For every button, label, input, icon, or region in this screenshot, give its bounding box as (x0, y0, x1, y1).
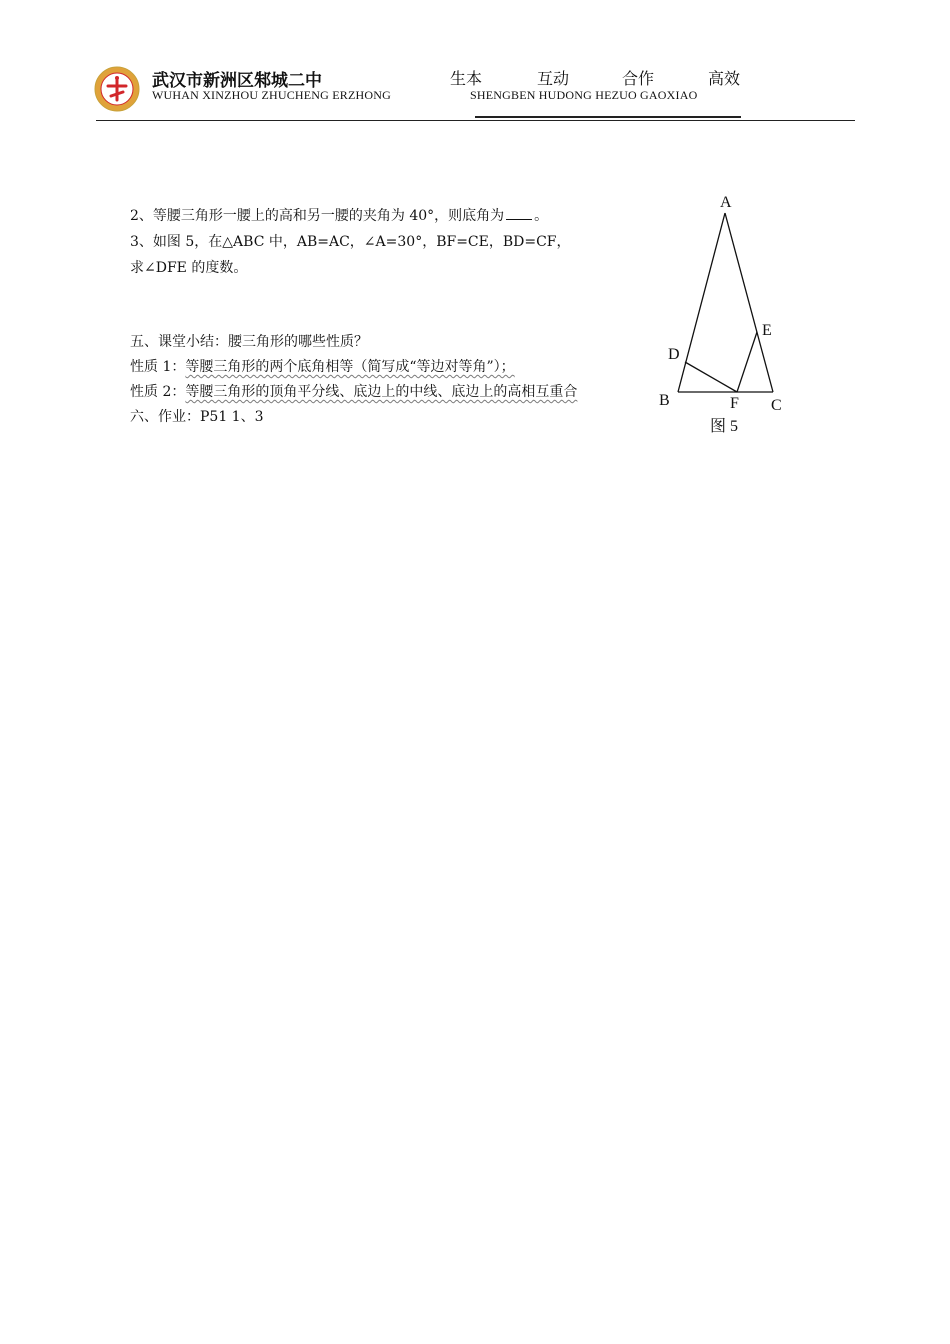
header-rule (96, 120, 855, 121)
segment-df (685, 362, 737, 392)
property-1 (130, 356, 515, 376)
motto-en: SHENGBEN HUDONG HEZUO GAOXIAO (470, 88, 698, 102)
triangle-figure (650, 185, 800, 445)
question-2 (130, 205, 548, 225)
segment-ab (678, 213, 725, 392)
header-accent-rule (475, 116, 741, 118)
school-name-en: WUHAN XINZHOU ZHUCHENG ERZHONG (152, 88, 391, 102)
property-2-label: 性质 2： (130, 384, 186, 400)
point-label-e: E (762, 322, 772, 339)
point-label-f: F (730, 395, 739, 412)
question-2-end: 。 (534, 208, 549, 224)
segment-ef (737, 332, 757, 392)
point-label-a: A (720, 194, 732, 211)
question-2-text: 2、等腰三角形一腰上的高和另一腰的夹角为 40°，则底角为 (130, 208, 505, 224)
motto-item: 合作 (622, 69, 655, 88)
property-1-text: 等腰三角形的两个底角相等（简写成“等边对等角”）； (185, 359, 515, 375)
motto-item: 互动 (537, 69, 570, 88)
segment-ac (725, 213, 773, 392)
school-logo-icon (94, 66, 140, 112)
property-2 (130, 381, 577, 401)
question-3-line-1: 3、如图 5，在△ABC 中，AB=AC，∠A=30°，BF=CE，BD=CF， (130, 234, 571, 250)
school-name: 武汉市新洲区邾城二中 (152, 71, 322, 91)
point-label-d: D (668, 346, 680, 363)
motto-item: 高效 (708, 69, 741, 88)
answer-blank (506, 206, 532, 220)
point-label-b: B (659, 392, 670, 409)
homework: 六、作业：P51 1、3 (130, 409, 264, 425)
property-2-text: 等腰三角形的顶角平分线、底边上的中线、底边上的高相互重合 (185, 384, 578, 400)
page-header (0, 0, 950, 125)
property-1-label: 性质 1： (130, 359, 186, 375)
motto-item: 生本 (450, 69, 483, 88)
question-3-line-2: 求∠DFE 的度数。 (130, 260, 248, 276)
point-label-c: C (771, 397, 782, 414)
summary-title: 五、课堂小结：腰三角形的哪些性质？ (130, 334, 368, 350)
figure-caption: 图 5 (710, 418, 739, 435)
